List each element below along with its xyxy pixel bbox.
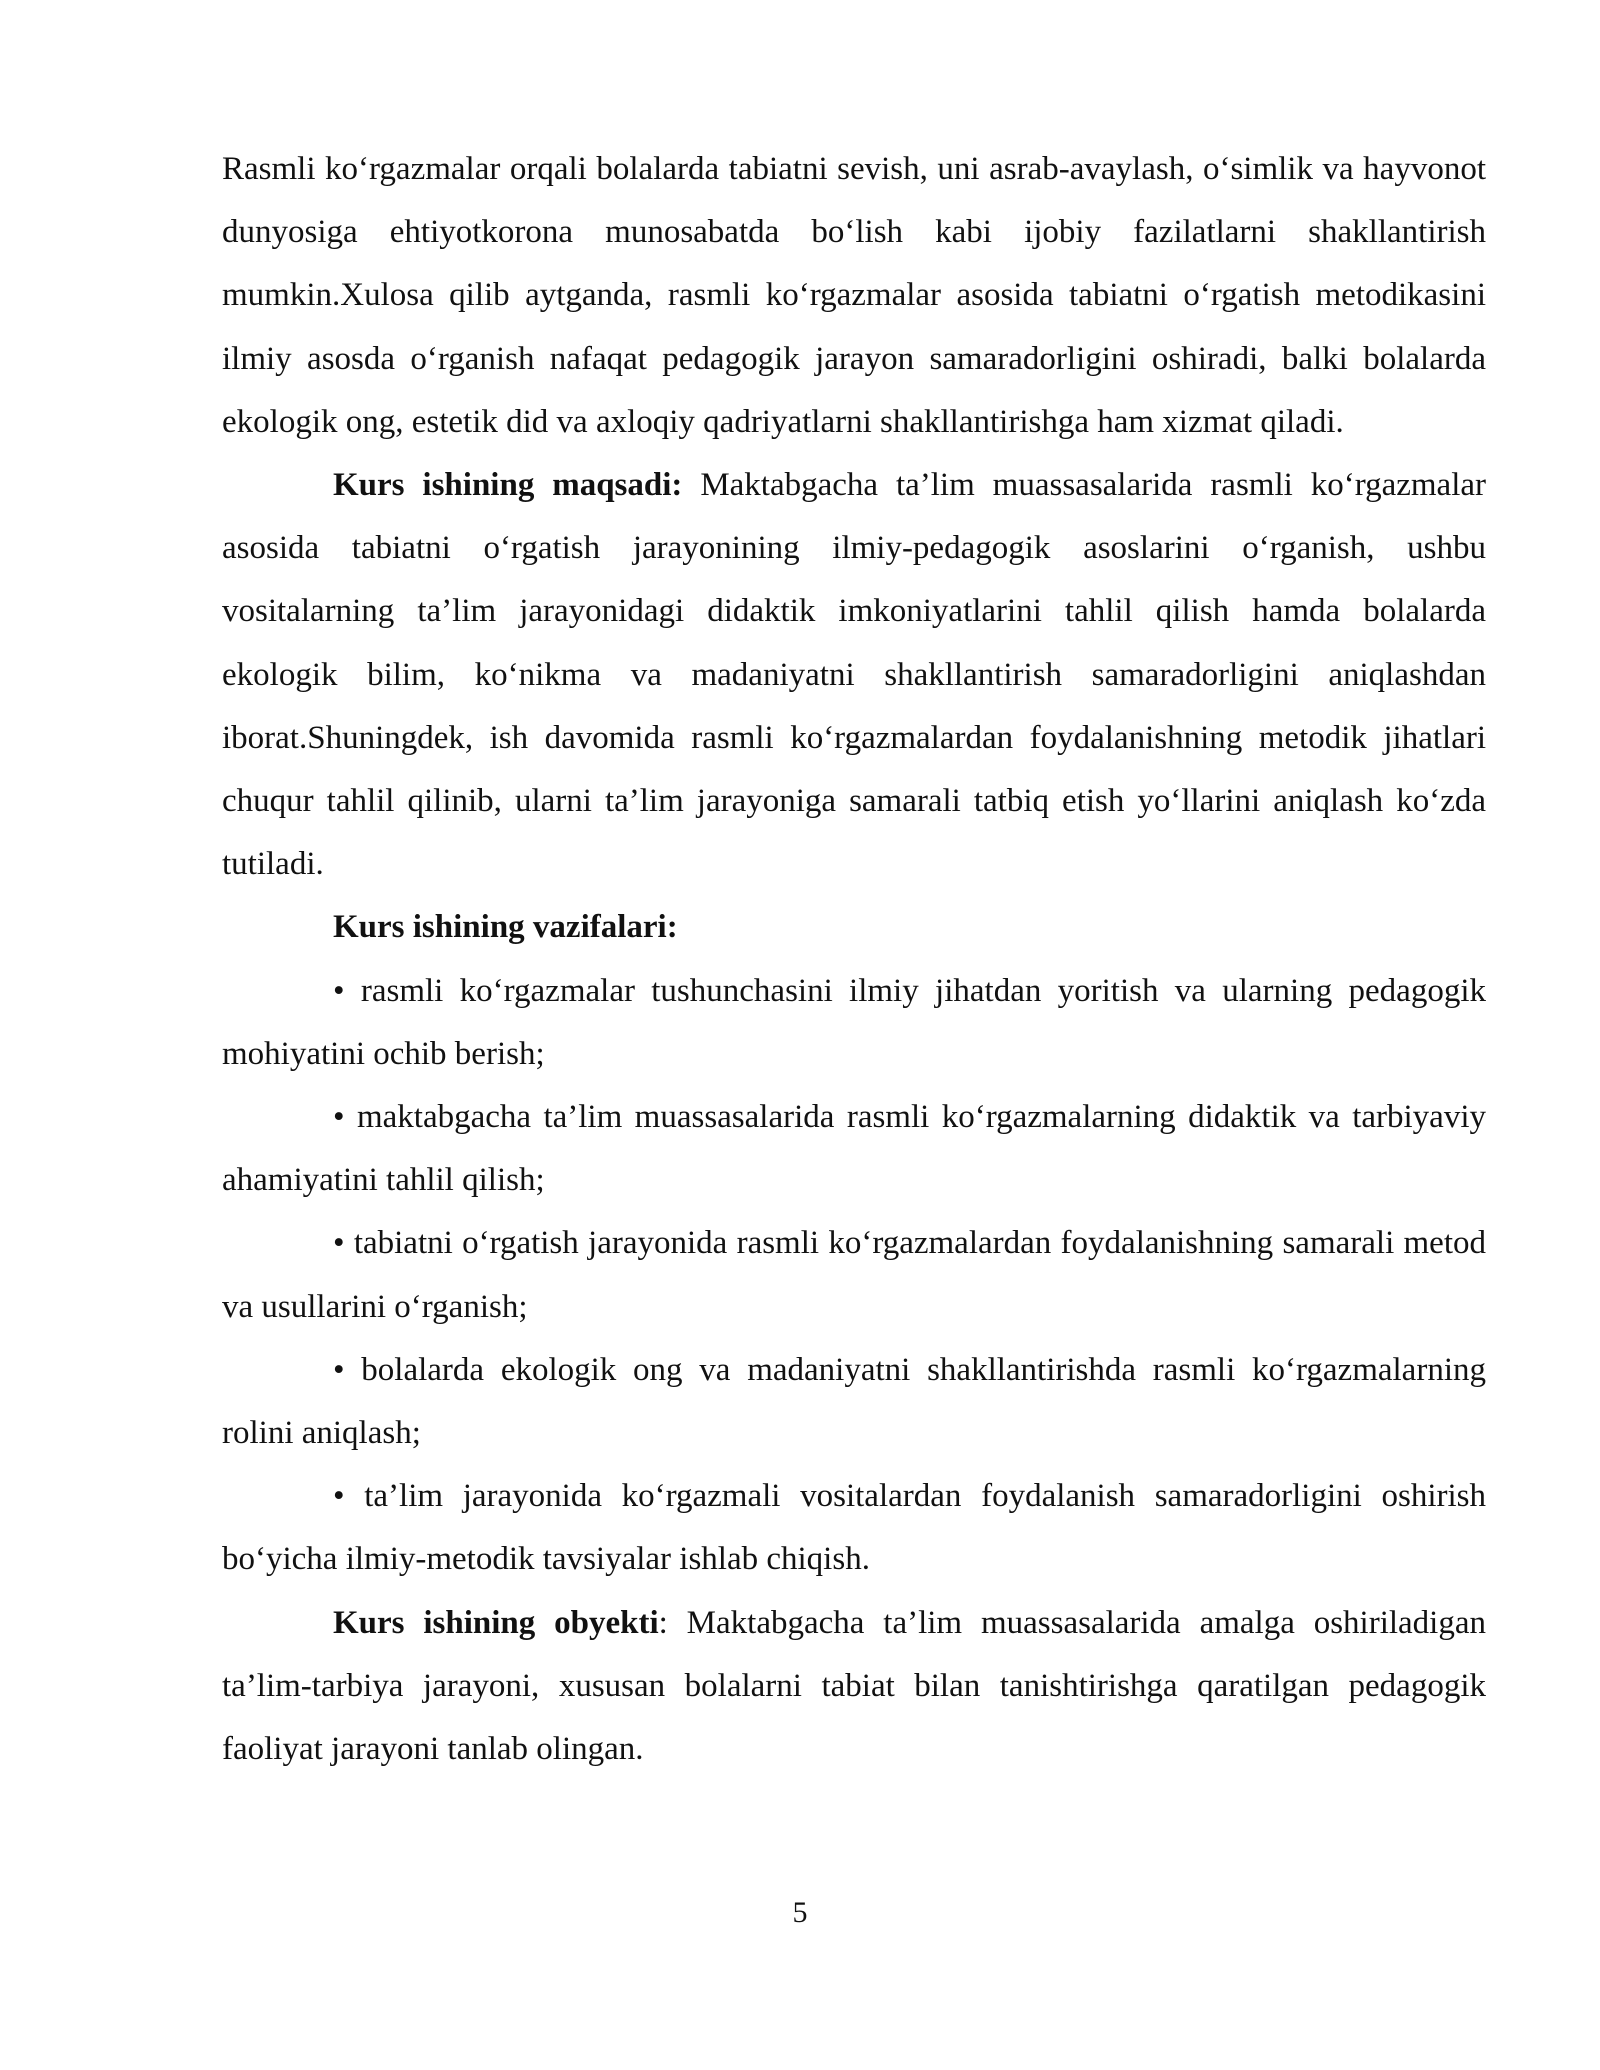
page-number: 5 <box>792 1896 808 1929</box>
goal-text: Maktabgacha ta’lim muassasalarida rasmli ko‘rgazmalar asosida tabiatni o‘rgatish jarayonining ilmiy-pedagogik asoslarini o‘rganish, ushbu vositalarning ta’lim jarayonidagi didaktik imkoniyatlarini tahlil qilish hamda bolalarda ekologik bilim, ko‘nikma va madaniyatni shakllantirish samaradorligini aniqlashdan iborat.Shuningdek, ish davomida rasmli ko‘rgazmalardan foydalanishning metodik jihatlari chuqur tahlil qilinib, ularni ta’lim jarayoniga samarali tatbiq etish yo‘llarini aniqlash ko‘zda tutiladi. <box>222 467 1487 883</box>
task-item: • rasmli ko‘rgazmalar tushunchasini ilmiy jihatdan yoritish va ularning pedagogik mohiyatini ochib berish; <box>222 972 1486 1072</box>
task-item: • bolalarda ekologik ong va madaniyatni shakllantirishda rasmli ko‘rgazmalarning rolini aniqlash; <box>222 1351 1486 1452</box>
goal-paragraph <box>222 454 1486 896</box>
object-text: : Maktabgacha ta’lim muassasalarida amalga oshiriladigan ta’lim-tarbiya jarayoni, xususan bolalarni tabiat bilan tanishtirishga qaratilgan pedagogik faoliyat jarayoni tanlab olingan. <box>222 1604 1486 1768</box>
object-paragraph <box>222 1592 1486 1782</box>
intro-paragraph: Rasmli ko‘rgazmalar orqali bolalarda tabiatni sevish, uni asrab-avaylash, o‘simlik va hayvonot dunyosiga ehtiyotkorona munosabatda bo‘lish kabi ijobiy fazilatlarni shakllantirish mumkin.Xulosa qilib aytganda, rasmli ko‘rgazmalar asosida tabiatni o‘rgatish metodikasini ilmiy asosda o‘rganish nafaqat pedagogik jarayon samaradorligini oshiradi, balki bolalarda ekologik ong, estetik did va axloqiy qadriyatlarni shakllantirishga ham xizmat qiladi. <box>222 151 1486 440</box>
page-body <box>222 138 1486 1781</box>
goal-heading: Kurs ishining maqsadi: <box>333 467 683 504</box>
task-item: • maktabgacha ta’lim muassasalarida rasmli ko‘rgazmalarning didaktik va tarbiyaviy ahamiyatini tahlil qilish; <box>222 1099 1486 1199</box>
task-item: • ta’lim jarayonida ko‘rgazmali vositalardan foydalanish samaradorligini oshirish bo‘yicha ilmiy-metodik tavsiyalar ishlab chiqish. <box>222 1478 1486 1578</box>
tasks-heading: Kurs ishining vazifalari: <box>333 909 678 946</box>
tasks-heading-paragraph <box>222 896 1486 959</box>
object-heading: Kurs ishining obyekti <box>333 1604 659 1641</box>
task-item: • tabiatni o‘rgatish jarayonida rasmli ko‘rgazmalardan foydalanishning samarali metod va usullarini o‘rganish; <box>222 1225 1486 1325</box>
